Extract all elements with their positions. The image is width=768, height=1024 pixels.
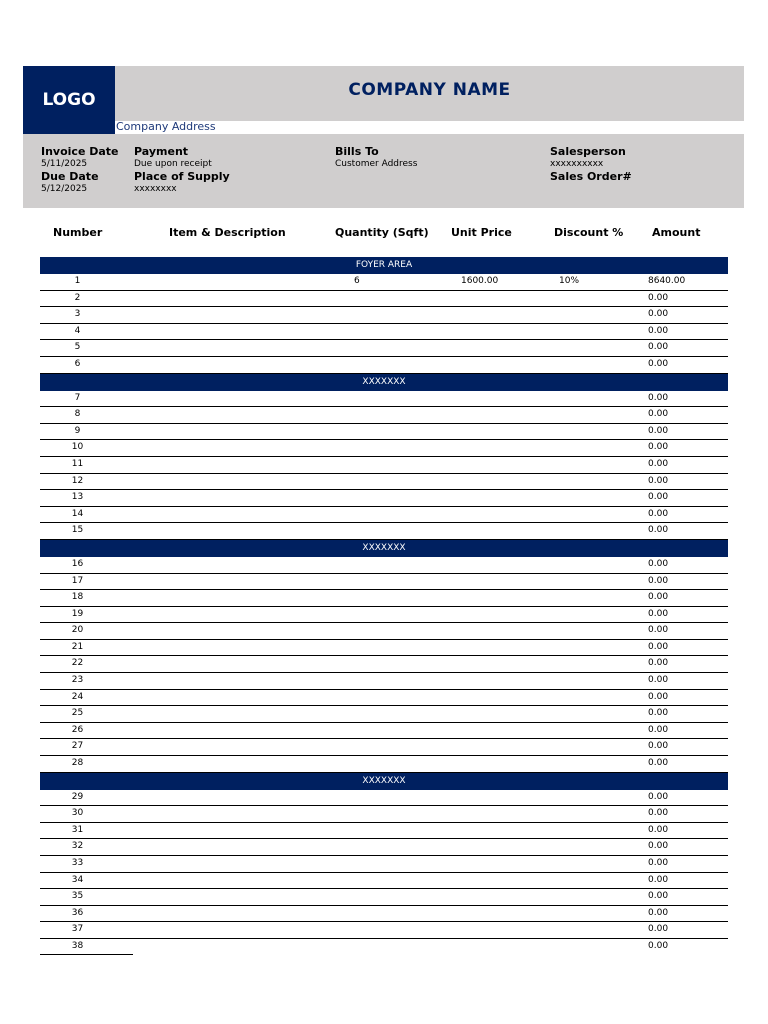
row-amount: 0.00 — [648, 342, 669, 353]
row-number: 10 — [71, 442, 84, 453]
table-row — [40, 623, 728, 640]
company-name: COMPANY NAME — [348, 80, 511, 100]
salesperson-value: xxxxxxxxxx — [550, 159, 604, 169]
row-amount: 0.00 — [648, 358, 669, 369]
table-row — [40, 490, 728, 507]
table-row — [40, 457, 728, 474]
table-row — [40, 739, 728, 756]
row-number: 33 — [71, 858, 84, 868]
row-amount: 0.00 — [648, 758, 669, 769]
row-amount: 0.00 — [648, 874, 669, 885]
invoice-date-value: 5/11/2025 — [41, 159, 88, 169]
table-row — [40, 307, 728, 324]
row-number: 19 — [71, 608, 84, 619]
table-row — [40, 557, 728, 574]
row-number: 27 — [71, 741, 84, 752]
table-row — [40, 523, 728, 540]
row-amount: 0.00 — [648, 442, 669, 453]
row-amount: 0.00 — [648, 791, 669, 802]
table-row — [40, 391, 728, 408]
table-row — [40, 357, 728, 374]
row-number: 5 — [74, 342, 81, 353]
row-number: 12 — [71, 475, 84, 486]
row-amount: 0.00 — [648, 508, 669, 519]
row-number: 24 — [71, 691, 84, 702]
row-amount: 0.00 — [648, 808, 669, 819]
due-date-value: 5/12/2025 — [41, 184, 88, 194]
payment-label: Payment — [134, 145, 189, 158]
table-row — [40, 340, 728, 357]
row-discount: 10% — [559, 276, 580, 286]
invoice-date-label: Invoice Date — [41, 145, 119, 158]
row-amount: 0.00 — [648, 592, 669, 603]
table-row — [40, 407, 728, 424]
row-amount: 0.00 — [648, 724, 669, 735]
row-number: 11 — [71, 458, 84, 469]
table-row — [40, 673, 728, 690]
row-amount: 0.00 — [648, 475, 669, 486]
salesperson-label: Salesperson — [550, 145, 626, 158]
row-number: 21 — [71, 641, 84, 652]
table-row — [40, 839, 728, 856]
table-row — [40, 607, 728, 624]
row-number: 37 — [71, 924, 84, 935]
row-number: 15 — [71, 525, 84, 536]
table-row — [40, 507, 728, 524]
row-number: 6 — [74, 358, 81, 369]
table-row — [40, 440, 728, 457]
row-amount: 0.00 — [648, 924, 669, 935]
row-number: 23 — [71, 675, 84, 686]
row-amount: 0.00 — [648, 641, 669, 652]
column-header-number: Number — [53, 226, 103, 239]
row-number: 25 — [71, 708, 84, 719]
table-row — [40, 906, 728, 923]
row-amount: 0.00 — [648, 558, 669, 569]
row-amount: 0.00 — [648, 891, 669, 902]
row-number: 1 — [74, 276, 81, 286]
table-row — [40, 790, 728, 807]
table-row — [40, 706, 728, 723]
row-amount: 0.00 — [648, 691, 669, 702]
row-number: 4 — [74, 325, 81, 336]
row-amount: 0.00 — [648, 575, 669, 586]
table-row — [40, 474, 728, 491]
row-amount: 0.00 — [648, 492, 669, 503]
column-header-unit-price: Unit Price — [451, 226, 512, 239]
row-number: 7 — [74, 392, 81, 403]
row-amount: 0.00 — [648, 458, 669, 469]
column-header-amount: Amount — [652, 226, 701, 239]
row-amount: 0.00 — [648, 425, 669, 436]
line-items-table — [40, 257, 728, 956]
place-of-supply-value: xxxxxxxx — [134, 184, 177, 194]
section-header: FOYER AREA — [40, 257, 728, 274]
table-row — [40, 424, 728, 441]
row-number: 28 — [71, 758, 84, 769]
table-row — [40, 889, 728, 906]
row-amount: 0.00 — [648, 292, 669, 303]
table-row — [40, 324, 728, 341]
table-row — [40, 806, 728, 823]
row-amount: 0.00 — [648, 940, 669, 951]
row-amount: 0.00 — [648, 525, 669, 536]
table-row — [40, 723, 728, 740]
table-row — [40, 640, 728, 657]
row-number: 2 — [74, 292, 81, 303]
bills-to-value: Customer Address — [335, 159, 418, 169]
table-row — [40, 690, 728, 707]
row-amount: 0.00 — [648, 325, 669, 336]
bills-to-label: Bills To — [335, 145, 379, 158]
row-number: 30 — [71, 808, 84, 819]
row-number: 22 — [71, 658, 84, 669]
row-quantity: 6 — [354, 276, 360, 286]
logo: LOGO — [23, 66, 115, 134]
info-band — [23, 134, 744, 208]
table-row — [40, 291, 728, 308]
row-number: 36 — [71, 907, 84, 918]
row-amount: 0.00 — [648, 625, 669, 636]
section-header: XXXXXXX — [40, 773, 728, 790]
section-header: XXXXXXX — [40, 540, 728, 557]
table-row — [40, 756, 728, 773]
table-end-line — [40, 954, 133, 955]
table-row — [40, 856, 728, 873]
row-number: 9 — [74, 425, 81, 436]
table-row — [40, 873, 728, 890]
table-row — [40, 574, 728, 591]
row-amount: 0.00 — [648, 392, 669, 403]
row-amount: 8640.00 — [648, 276, 686, 286]
row-number: 8 — [74, 409, 81, 420]
row-amount: 0.00 — [648, 658, 669, 669]
row-number: 31 — [71, 824, 84, 835]
table-row — [40, 939, 728, 956]
row-number: 29 — [71, 791, 84, 802]
section-header: XXXXXXX — [40, 374, 728, 391]
row-number: 13 — [71, 492, 84, 503]
column-header-discount: Discount % — [554, 226, 624, 239]
table-row — [40, 590, 728, 607]
row-number: 16 — [71, 558, 84, 569]
row-amount: 0.00 — [648, 824, 669, 835]
table-row — [40, 922, 728, 939]
table-row — [40, 656, 728, 673]
row-number: 34 — [71, 874, 84, 885]
row-number: 35 — [71, 891, 84, 902]
row-amount: 0.00 — [648, 858, 669, 868]
row-number: 3 — [74, 309, 81, 320]
row-number: 18 — [71, 592, 84, 603]
row-amount: 0.00 — [648, 841, 669, 852]
row-amount: 0.00 — [648, 708, 669, 719]
row-amount: 0.00 — [648, 608, 669, 619]
row-amount: 0.00 — [648, 409, 669, 420]
row-amount: 0.00 — [648, 675, 669, 686]
row-number: 14 — [71, 508, 84, 519]
row-amount: 0.00 — [648, 741, 669, 752]
table-row — [40, 823, 728, 840]
row-unit-price: 1600.00 — [461, 276, 499, 286]
company-address: Company Address — [116, 120, 216, 133]
sales-order-label: Sales Order# — [550, 170, 632, 183]
row-amount: 0.00 — [648, 309, 669, 320]
column-header-quantity: Quantity (Sqft) — [335, 226, 429, 239]
row-number: 17 — [71, 575, 84, 586]
table-row — [40, 274, 728, 291]
row-amount: 0.00 — [648, 907, 669, 918]
row-number: 20 — [71, 625, 84, 636]
place-of-supply-label: Place of Supply — [134, 170, 230, 183]
due-date-label: Due Date — [41, 170, 99, 183]
row-number: 32 — [71, 841, 84, 852]
payment-value: Due upon receipt — [134, 159, 212, 169]
column-header-item: Item & Description — [169, 226, 286, 239]
row-number: 26 — [71, 724, 84, 735]
row-number: 38 — [71, 940, 84, 951]
